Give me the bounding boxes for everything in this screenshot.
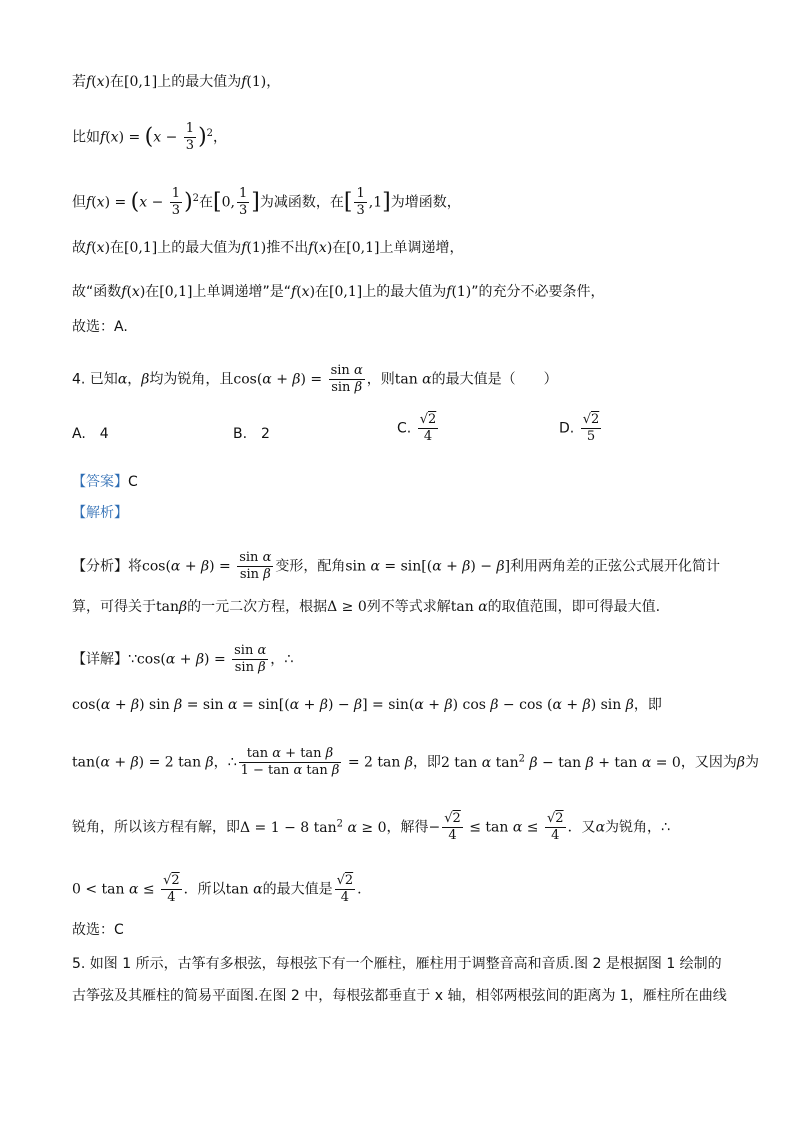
analysis-1: 【分析】将cos(α + β) = $\frac{\text{sin α}}{\text{sin β}}$ 变形，配角sin α = sin[(α + β) − β]利用两角差的正弦公式展开化简计: [72, 550, 721, 582]
question-5-line-2: 古筝弦及其雁柱的简易平面图.在图 2 中，每根弦都垂直于 x 轴，相邻两根弦间的距离为 1，雁柱所在曲线: [72, 988, 727, 1004]
text: 【详解】: [72, 651, 128, 668]
answer: [72, 472, 138, 492]
text: 比如: [72, 129, 100, 146]
line-3: 但f(x) = (x − $\frac{1}{3}$ )$^2$在[0, $\frac{1}{3}$ ]为减函数，在[ $\frac{1}{3}$ ,1]为增函数，: [72, 186, 461, 218]
text: ，∴: [213, 754, 237, 771]
option-d[interactable]: D. $\frac{√2}{5}$: [559, 412, 600, 444]
text: 锐角，所以该方程有解，即: [72, 819, 240, 836]
text: 在: [199, 194, 214, 211]
text: 但: [72, 194, 86, 211]
text: ，即: [633, 697, 662, 713]
text: ．又: [567, 819, 596, 836]
text: 上的最大值为: [157, 74, 242, 90]
text: 在: [145, 284, 160, 300]
text: 为: [744, 754, 759, 771]
jiexi: [72, 503, 128, 523]
option-c[interactable]: C. $\frac{√2}{4}$: [397, 412, 437, 444]
text: 故“函数: [72, 284, 122, 300]
jiexi-tag: 【解析】: [72, 505, 128, 521]
analysis-2: 算，可得关于tanβ的一元二次方程，根据Δ ≥ 0列不等式求解tan α的取值范围，即可得最大值.: [72, 599, 661, 615]
question-4: 4. 已知α，β均为锐角，且cos(α + β) = $\frac{\text{sin α}}{\text{sin β}}$ ，则tan α的最大值是（ ）: [72, 363, 558, 395]
text: ”的充分不必要条件，: [471, 284, 605, 300]
line-2: 比如f(x) = (x − $\frac{1}{3}$ )$^2$，: [72, 121, 228, 153]
option-b[interactable]: B. 2: [233, 426, 270, 442]
text: 利用两角差的正弦公式展开化简计: [510, 558, 721, 575]
text: 为增函数，: [390, 194, 461, 211]
text: ∵: [128, 651, 137, 668]
text: 上的最大值为: [157, 240, 242, 256]
text: ，解得: [386, 819, 429, 836]
text: 的最大值是: [262, 881, 333, 898]
text: 推不出: [266, 240, 309, 256]
text: 均为锐角，且: [149, 371, 234, 388]
text: 在: [110, 240, 125, 256]
text: 将: [128, 558, 142, 575]
answer-tag: 【答案】: [72, 474, 128, 490]
line-1: 若f(x)在[0,1]上的最大值为f(1)，: [72, 74, 281, 90]
question-5-line-1: 5. 如图 1 所示，古筝有多根弦，每根弦下有一个雁柱，雁柱用于调整音高和音质.图 2 是根据图 1 绘制的: [72, 956, 722, 972]
text: ，: [127, 371, 142, 388]
text: C.: [397, 420, 412, 437]
text: 的取值范围，即可得最大值.: [487, 599, 661, 615]
text: 上单调递增，: [379, 240, 464, 256]
detail-1: 【详解】∵cos(α + β) = $\frac{\text{sin α}}{\text{sin β}}$ ，∴: [72, 643, 294, 675]
text: ，: [213, 129, 228, 146]
option-a[interactable]: A. 4: [72, 426, 109, 442]
text: 为锐角，∴: [605, 819, 670, 836]
text: 在: [332, 240, 347, 256]
text: 算，可得关于: [72, 599, 156, 615]
text: 的一元二次方程，根据: [187, 599, 328, 615]
detail-4: 锐角，所以该方程有解，即Δ = 1 − 8 $\tan^2 \alpha \ge 0$，解得− $\frac{√2}{4}$ ≤ tan α ≤ $\frac{√2}{4}$ ．又α为锐角，∴: [72, 811, 670, 843]
text: 上单调递增”是“: [192, 284, 292, 300]
text: 的最大值是（ ）: [431, 371, 558, 388]
text: 若: [72, 74, 86, 90]
text: ，∴: [270, 651, 294, 668]
text: 变形，配角: [275, 558, 346, 575]
choice-line: 故选：C: [72, 922, 124, 938]
text: ，则: [366, 371, 395, 388]
text: ，又因为: [680, 754, 737, 771]
text: D.: [559, 420, 575, 437]
text: 故: [72, 240, 86, 256]
fraction: $\frac{1}{3}$: [185, 121, 195, 153]
text: 为减函数，在: [259, 194, 344, 211]
line-4: 故f(x)在[0,1]上的最大值为f(1)推不出f(x)在[0,1]上单调递增，: [72, 240, 464, 256]
text: ．所以: [183, 881, 226, 898]
text: 4. 已知: [72, 371, 118, 388]
detail-5: 0 < tan α ≤ $\frac{√2}{4}$ ．所以tan α的最大值是 $\frac{√2}{4}$ .: [72, 873, 362, 905]
text: 在: [110, 74, 125, 90]
text: C: [128, 474, 138, 490]
text: 在: [315, 284, 330, 300]
line-5: 故“函数f(x)在[0,1]上单调递增”是“f(x)在[0,1]上的最大值为f(1)”的充分不必要条件，: [72, 284, 605, 300]
text: ，: [266, 74, 281, 90]
detail-3: tan(α + β) = 2 tan β，∴ $\frac{\text{tan α + tan β}}{\text{1 − tan α tan β}}$ = 2 tan β，即2 tan α $\tan^2 \beta - \tan \beta + \tan \alpha = 0$，又因为β为: [72, 746, 759, 778]
math-fx: f: [86, 74, 92, 90]
line-6: 故选：A.: [72, 319, 128, 335]
text: 上的最大值为: [362, 284, 447, 300]
text: 【分析】: [72, 558, 128, 575]
text: 列不等式求解: [366, 599, 451, 615]
detail-2: cos(α + β) sin β = sin α = sin[(α + β) − β] = sin(α + β) cos β − cos (α + β) sin β，即: [72, 697, 662, 713]
text: ，即: [412, 754, 441, 771]
